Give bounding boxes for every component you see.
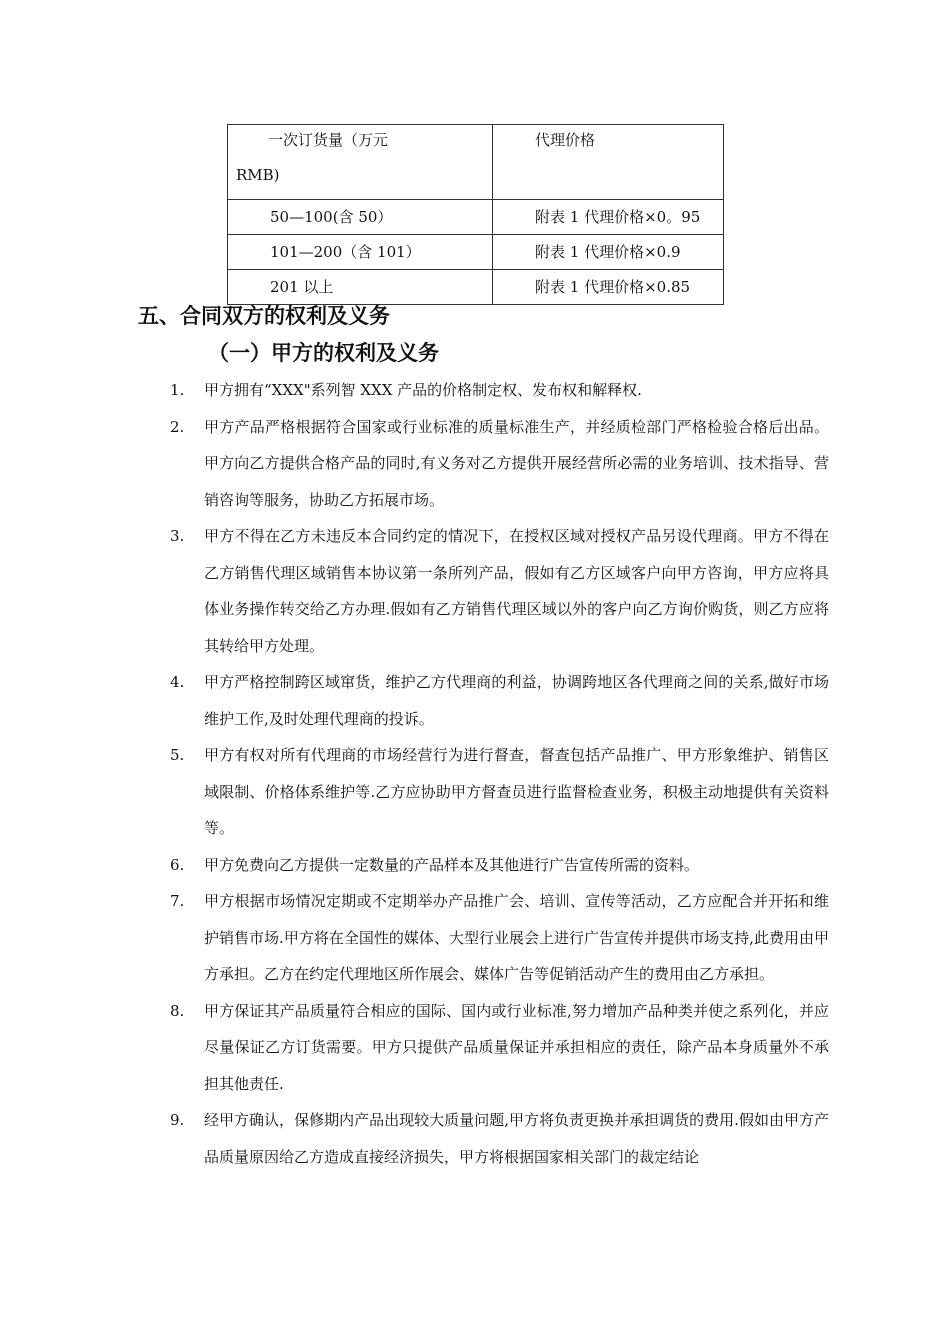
list-item	[0, 883, 829, 993]
list-item	[0, 1102, 829, 1175]
quantity-cell: 50—100(含 50）	[228, 200, 493, 235]
price-cell: 附表 1 代理价格×0.85	[493, 270, 724, 305]
list-item	[0, 664, 829, 737]
subsection-title: （一）甲方的权利及义务	[208, 340, 439, 365]
table-row	[228, 235, 724, 270]
list-item-number: 1.	[170, 381, 185, 399]
section-title: 五、合同双方的权利及义务	[138, 303, 390, 328]
list-item-number: 5.	[170, 746, 185, 764]
list-item-number: 4.	[170, 673, 185, 691]
list-item-number: 7.	[170, 892, 185, 910]
table-header-row	[228, 125, 724, 200]
list-item-number: 9.	[170, 1111, 185, 1129]
list-item	[0, 993, 829, 1103]
list-item-text: 甲方拥有“XXX"系列智 XXX 产品的价格制定权、发布权和解释权.	[204, 381, 642, 399]
list-item-text: 甲方不得在乙方未违反本合同约定的情况下，在授权区域对授权产品另设代理商。甲方不得在乙方销售代理区域销售本协议第一条所列产品，假如有乙方区域客户向甲方咨询，甲方应将具体业务操作转交给乙方办理.假如有乙方销售代理区域以外的客户向乙方询价购货，则乙方应将其转给甲方处理。	[204, 527, 829, 655]
quantity-cell: 101—200（含 101）	[228, 235, 493, 270]
list-item-text: 甲方免费向乙方提供一定数量的产品样本及其他进行广告宣传所需的资料。	[204, 855, 700, 874]
list-item-text: 甲方产品严格根据符合国家或行业标准的质量标准生产，并经质检部门严格检验合格后出品。甲方向乙方提供合格产品的同时,有义务对乙方提供开展经营所必需的业务培训、技术指导、营销咨询等服务，协助乙方拓展市场。	[204, 417, 829, 509]
table-row	[228, 200, 724, 235]
list-item-number: 2.	[170, 417, 185, 436]
list-item	[0, 409, 829, 519]
list-item-number: 8.	[170, 1001, 185, 1020]
price-table	[227, 124, 724, 305]
header-order-quantity-line2: RMB)	[236, 166, 280, 184]
list-item-text: 甲方有权对所有代理商的市场经营行为进行督查，督查包括产品推广、甲方形象维护、销售区域限制、价格体系维护等.乙方应协助甲方督查员进行监督检查业务，积极主动地提供有关资料等。	[204, 746, 829, 837]
list-item	[0, 372, 829, 409]
header-order-quantity-line1: 一次订货量（万元	[268, 131, 389, 149]
header-agent-price: 代理价格	[493, 125, 724, 200]
list-item	[0, 737, 829, 847]
list-item	[0, 847, 829, 884]
list-item-text: 甲方保证其产品质量符合相应的国际、国内或行业标准,努力增加产品种类并使之系列化，并应尽量保证乙方订货需要。甲方只提供产品质量保证并承担相应的责任，除产品本身质量外不承担其他责任.	[204, 1001, 829, 1093]
header-order-quantity	[228, 125, 493, 200]
list-item-text: 甲方严格控制跨区域窜货，维护乙方代理商的利益，协调跨地区各代理商之间的关系,做好市场维护工作,及时处理代理商的投诉。	[204, 673, 829, 728]
list-item-text: 甲方根据市场情况定期或不定期举办产品推广会、培训、宣传等活动，乙方应配合并开拓和维护销售市场.甲方将在全国性的媒体、大型行业展会上进行广告宣传并提供市场支持,此费用由甲方承担。乙方在约定代理地区所作展会、媒体广告等促销活动产生的费用由乙方承担。	[204, 892, 829, 983]
list-item	[0, 518, 829, 664]
quantity-cell: 201 以上	[228, 270, 493, 305]
list-item-text: 经甲方确认，保修期内产品出现较大质量问题,甲方将负责更换并承担调货的费用.假如由甲方产品质量原因给乙方造成直接经济损失，甲方将根据国家相关部门的裁定结论	[204, 1111, 829, 1166]
price-cell: 附表 1 代理价格×0.9	[493, 235, 724, 270]
obligations-list	[0, 372, 950, 1175]
list-item-number: 3.	[170, 527, 185, 545]
price-cell: 附表 1 代理价格×0。95	[493, 200, 724, 235]
list-item-number: 6.	[170, 855, 185, 874]
